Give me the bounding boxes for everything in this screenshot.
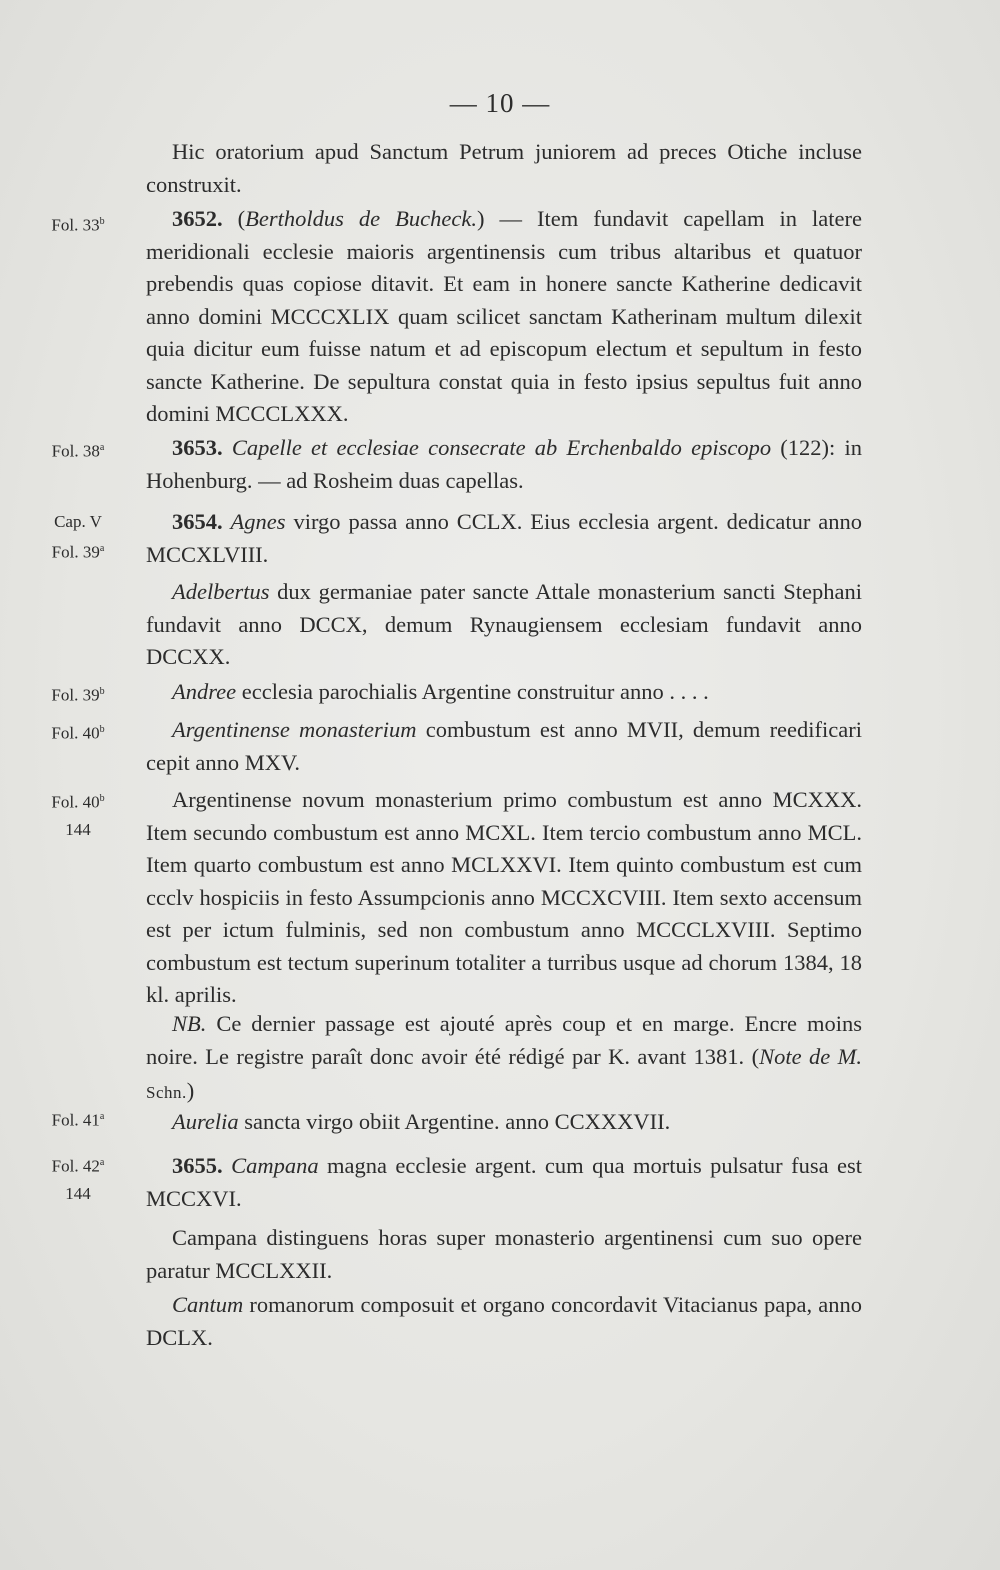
paragraph: Aurelia sancta virgo obiit Argentine. anno CCXXXVII.: [172, 1109, 671, 1134]
margin-note: Fol. 40$^b$ 144: [51, 792, 105, 839]
paragraph: Argentinense monasterium combustum est anno MVII, demum reedificari cepit anno MXV.: [146, 717, 862, 775]
editor-note: NB. Ce dernier passage est ajouté après coup et en marge. Encre moins noire. Le registre paraît donc avoir été rédigé par K. avant 1381. (Note de M. Schn.): [146, 1011, 863, 1103]
margin-note: Fol. 33$^b$: [51, 215, 105, 235]
entry-number: 3654.: [172, 509, 223, 534]
margin-note: Fol. 39$^b$: [51, 685, 105, 705]
margin-note: Fol. 41$^a$: [51, 1110, 105, 1130]
entry-number: 3652.: [172, 206, 223, 231]
margin-note: Fol. 38$^a$: [51, 441, 105, 461]
paragraph: Campana distinguens horas super monasterio argentinensi cum suo opere paratur MCCLXXII.: [146, 1225, 862, 1283]
margin-note: Cap. V Fol. 39$^a$: [51, 512, 105, 562]
page-number: — 10 —: [449, 88, 551, 118]
entry-3652: 3652. (Bertholdus de Bucheck.) — Item fundavit capellam in latere meridionali ecclesie maioris argentinensis cum tribus altaribus et quatuor prebendis quas copiose ditavit. Et eam in honere sancte Katherine dedicavit anno domini MCCCXLIX quam scilicet sanctam Katherinam multum dilexit quia dicitur eum fuisse natum et ad episcopum electum et sepultum in festo sancte Katherine. De sepultura constat quia in festo ipsius sepultus fuit anno domini MCCCLXXX.: [146, 206, 862, 426]
margin-note: Fol. 42$^a$ 144: [51, 1156, 105, 1203]
paragraph: Argentinense novum monasterium primo combustum est anno MCXXX. Item secundo combustum est anno MCXL. Item tercio combustum anno MCL. Item quarto combustum est anno MCLXXVI. Item quinto combustum est cum ccclv hospiciis in festo Assumpcionis anno MCCXCVIII. Item sexto accensum est per ictum fulminis, sed non combustum anno MCCCLXVIII. Septimo combustum est tectum superinum totaliter a turribus usque ad chorum 1384, 18 kl. aprilis.: [146, 787, 862, 1007]
margin-note: Fol. 40$^b$: [51, 723, 105, 743]
entry-number: 3655.: [172, 1153, 223, 1178]
paragraph: Hic oratorium apud Sanctum Petrum juniorem ad preces Otiche incluse construxit.: [146, 139, 862, 197]
paragraph: Andree ecclesia parochialis Argentine construitur anno . . . .: [172, 679, 709, 704]
entry-number: 3653.: [172, 435, 223, 460]
entry-3653: 3653. Capelle et ecclesiae consecrate ab Erchenbaldo episcopo (122): in Hohenburg. — ad Rosheim duas capellas.: [146, 435, 862, 493]
paragraph: Adelbertus dux germaniae pater sancte Attale monasterium sancti Stephani fundavit anno DCCX, demum Rynaugiensem ecclesiam fundavit anno DCCXX.: [146, 579, 862, 669]
entry-3654: 3654. Agnes virgo passa anno CCLX. Eius ecclesia argent. dedicatur anno MCCXLVIII.: [146, 509, 863, 567]
paragraph: Cantum romanorum composuit et organo concordavit Vitacianus papa, anno DCLX.: [146, 1292, 862, 1350]
entry-3655: 3655. Campana magna ecclesie argent. cum qua mortuis pulsatur fusa est MCCXVI.: [146, 1153, 863, 1211]
